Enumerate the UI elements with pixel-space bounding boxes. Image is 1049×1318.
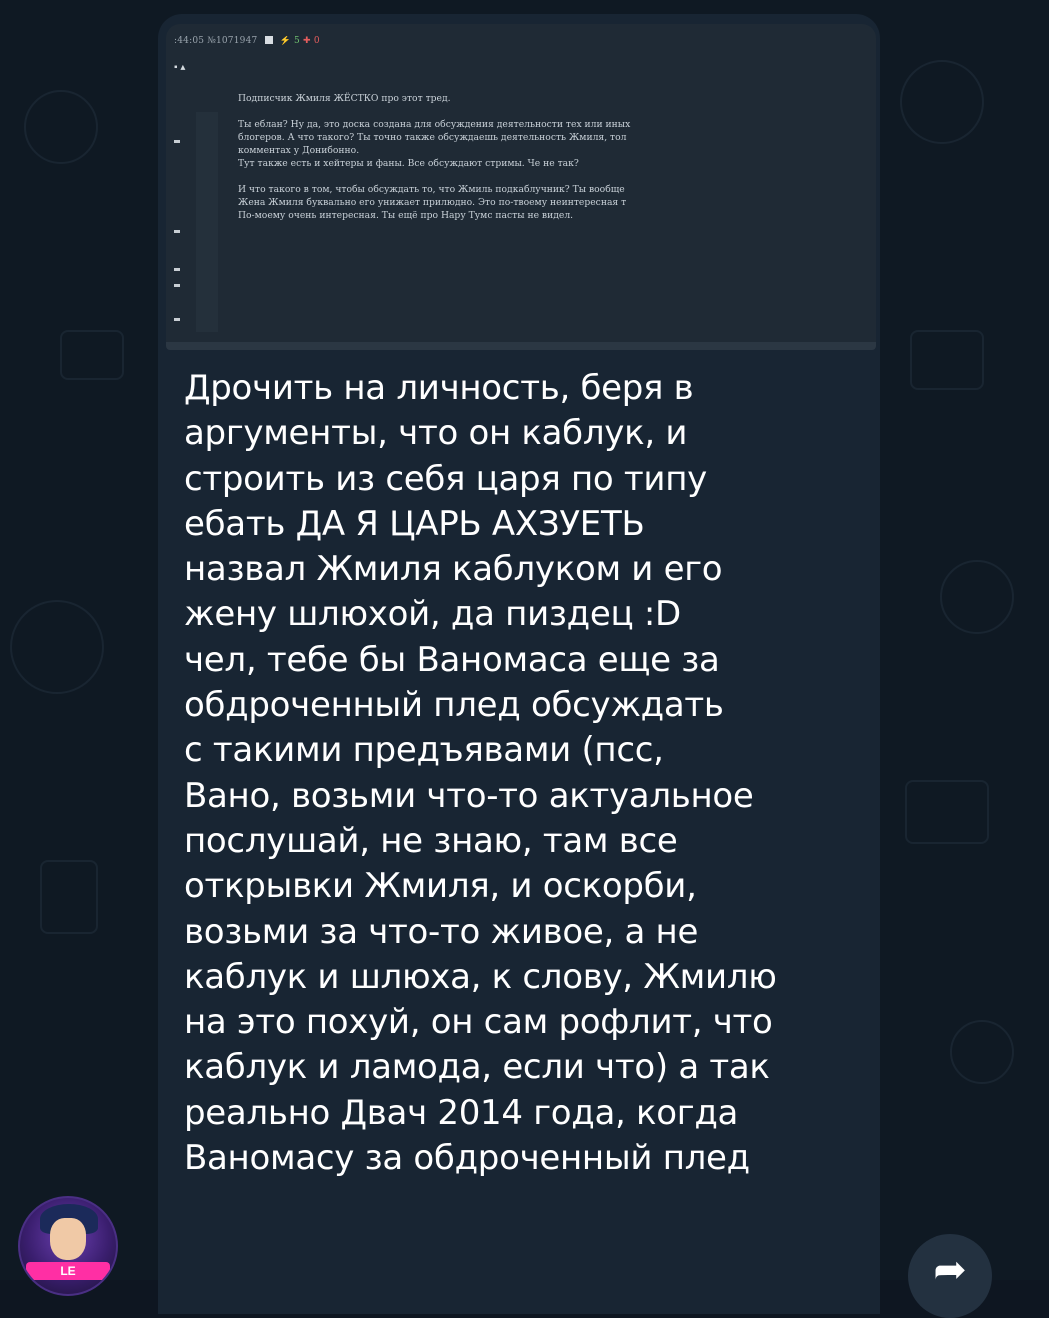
post-line: Ты еблан? Ну да, это доска создана для обсуждения деятельности тех или иных (238, 119, 631, 130)
post-line: Тут также есть и хейтеры и фаны. Все обсуждают стримы. Че не так? (238, 158, 579, 169)
wallpaper-doodle (910, 330, 984, 390)
message-line: аргументы, что он каблук, и (184, 413, 688, 454)
post-line: И что такого в том, чтобы обсуждать то, что Жмиль подкаблучник? Ты вообще (238, 184, 625, 195)
flag-icon (265, 36, 273, 44)
message-line: каблук и ламода, если что) а так (184, 1047, 770, 1088)
message-line: чел, тебе бы Ваномаса еще за (184, 639, 720, 680)
post-header (174, 36, 874, 50)
post-line: блогеров. А что такого? Ты точно также обсуждаешь деятельность Жмиля, тол (238, 132, 627, 143)
marker-icon (174, 268, 180, 271)
wallpaper-doodle (40, 860, 98, 934)
avatar-face (50, 1218, 86, 1260)
wallpaper-doodle (940, 560, 1014, 634)
message-line: Вано, возьми что-то актуальное (184, 775, 754, 816)
marker-icon (174, 230, 180, 233)
wallpaper-doodle (905, 780, 989, 844)
post-line: По-моему очень интересная. Ты ещё про Нару Тумс пасты не видел. (238, 210, 574, 221)
message-line: послушай, не знаю, там все (184, 820, 678, 861)
post-left-markers (166, 84, 188, 324)
message-line: открывки Жмиля, и оскорби, (184, 866, 697, 907)
wallpaper-doodle (60, 330, 124, 380)
post-tool-icons: ▪ ▴ (174, 62, 186, 73)
post-time: :44:05 (174, 36, 205, 46)
wallpaper-doodle (10, 600, 104, 694)
post-line: комментах у Донибонно. (238, 145, 360, 156)
marker-icon (174, 318, 180, 321)
forward-button[interactable] (908, 1234, 992, 1318)
message-line: возьми за что-то живое, а не (184, 911, 699, 952)
votes-down: 0 (313, 36, 320, 46)
post-line: Жена Жмиля буквально его унижает прилюдно. Это по-твоему неинтересная т (238, 197, 627, 208)
message-line: каблук и шлюха, к слову, Жмилю (184, 956, 777, 997)
message-line: ебать ДА Я ЦАРЬ АХЗУЕТЬ (184, 503, 645, 544)
post-paragraph (238, 92, 876, 105)
marker-icon (174, 284, 180, 287)
message-text (184, 366, 874, 1181)
sender-avatar[interactable] (18, 1196, 118, 1296)
wallpaper-doodle (900, 60, 984, 144)
message-line: строить из себя царя по типу (184, 458, 707, 499)
post-paragraph (238, 183, 876, 222)
message-line: обдроченный плед обсуждать (184, 685, 724, 726)
message-line: назвал Жмиля каблуком и его (184, 549, 723, 590)
message-line: Ваномасу за обдроченный плед (184, 1138, 750, 1179)
post-body (238, 92, 876, 235)
message-bubble[interactable] (158, 14, 880, 1314)
votes-up: 5 (294, 36, 300, 46)
message-line: реально Двач 2014 года, когда (184, 1092, 739, 1133)
avatar-tag: LE (26, 1262, 110, 1280)
thumbs-down-icon: ✚ (303, 36, 311, 46)
screenshot-bottom-bar (166, 342, 876, 350)
thumbs-up-icon: ⚡ (279, 36, 291, 46)
wallpaper-doodle (950, 1020, 1014, 1084)
post-line: Подписчик Жмиля ЖЁСТКО про этот тред. (238, 93, 451, 104)
message-line: Дрочить на личность, беря в (184, 368, 694, 408)
post-id: №1071947 (207, 36, 258, 46)
forward-arrow-icon: ➦ (933, 1247, 967, 1293)
post-thumbnail-column (196, 112, 218, 332)
message-line: с такими предъявами (псс, (184, 730, 664, 771)
message-line: на это похуй, он сам рофлит, что (184, 1002, 773, 1043)
marker-icon (174, 140, 180, 143)
post-paragraph (238, 118, 876, 170)
attached-screenshot[interactable] (166, 24, 876, 350)
wallpaper-doodle (24, 90, 98, 164)
message-line: жену шлюхой, да пиздец :D (184, 594, 681, 635)
